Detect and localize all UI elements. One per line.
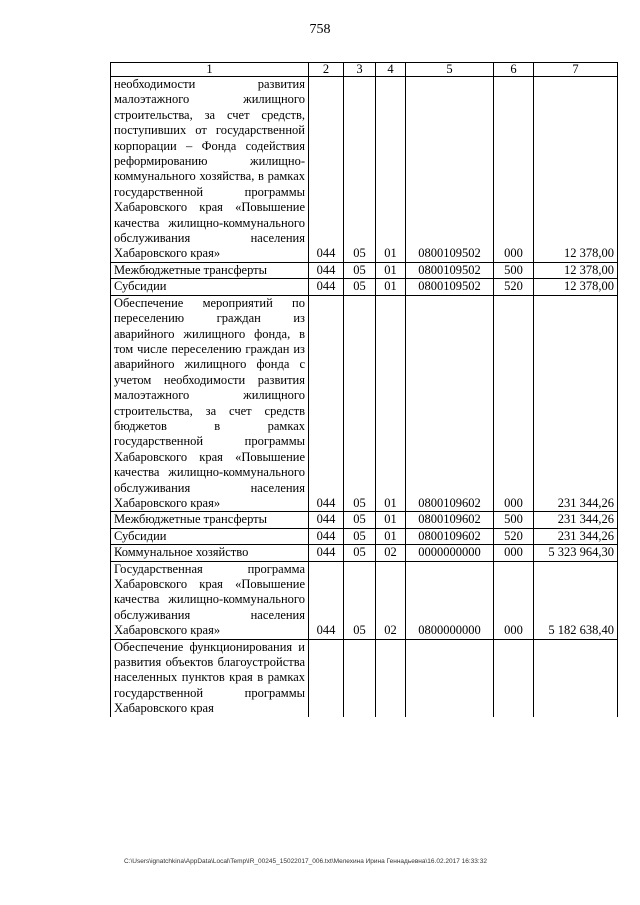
section-code: 05 bbox=[344, 279, 376, 295]
header-cell: 6 bbox=[494, 63, 534, 77]
row-description: Субсидии bbox=[111, 279, 309, 295]
row-description: Обеспечение мероприятий по переселению граждан из аварийного жилищного фонда, в том числе переселению граждан из аварийного жилищного фонда с учетом необходимости развития малоэтажного жилищного строительства, за счет средств бюджетов в рамках государственной программы Хабаровского края «Повышение качества жилищно-коммунального обслуживания населения Хабаровского края» bbox=[111, 295, 309, 512]
header-cell: 3 bbox=[344, 63, 376, 77]
target-article-code: 0800109602 bbox=[406, 528, 494, 544]
table-header-row bbox=[111, 63, 618, 77]
section-code: 05 bbox=[344, 545, 376, 561]
row-description: Обеспечение функционирования и развития объектов благоустройства населенных пунктов края в рамках государственной программы Хабаровского края bbox=[111, 639, 309, 717]
subsection-code: 02 bbox=[376, 561, 406, 639]
table-row bbox=[111, 528, 618, 544]
table-row bbox=[111, 262, 618, 278]
subsection-code: 01 bbox=[376, 279, 406, 295]
section-code: 05 bbox=[344, 77, 376, 263]
subsection-code: 01 bbox=[376, 512, 406, 528]
expense-type-code bbox=[494, 639, 534, 717]
ministry-code: 044 bbox=[309, 77, 344, 263]
page-number: 758 bbox=[309, 22, 331, 37]
header-cell: 4 bbox=[376, 63, 406, 77]
header-cell: 1 bbox=[111, 63, 309, 77]
ministry-code: 044 bbox=[309, 262, 344, 278]
table-row bbox=[111, 77, 618, 263]
subsection-code: 01 bbox=[376, 77, 406, 263]
subsection-code: 01 bbox=[376, 528, 406, 544]
row-description: необходимости развития малоэтажного жилищного строительства, за счет средств, поступивших от государственной корпорации – Фонда содействия реформированию жилищно-коммунального хозяйства, в рамках государственной программы Хабаровского края «Повышение качества жилищно-коммунального обслуживания населения Хабаровского края» bbox=[111, 77, 309, 263]
section-code: 05 bbox=[344, 528, 376, 544]
target-article-code: 0000000000 bbox=[406, 545, 494, 561]
amount: 5 323 964,30 bbox=[534, 545, 618, 561]
ministry-code: 044 bbox=[309, 295, 344, 512]
table-row bbox=[111, 561, 618, 639]
row-description: Коммунальное хозяйство bbox=[111, 545, 309, 561]
subsection-code bbox=[376, 639, 406, 717]
amount bbox=[534, 639, 618, 717]
row-description: Межбюджетные трансферты bbox=[111, 512, 309, 528]
target-article-code: 0800000000 bbox=[406, 561, 494, 639]
amount: 12 378,00 bbox=[534, 279, 618, 295]
expense-type-code: 000 bbox=[494, 545, 534, 561]
amount: 5 182 638,40 bbox=[534, 561, 618, 639]
ministry-code: 044 bbox=[309, 561, 344, 639]
file-path-footer: C:\Users\ignatchkina\AppData\Local\Temp\IR_00245_15022017_006.txt\Мелехина Ирина Геннадьевна\16.02.2017 16:33:32 bbox=[124, 858, 487, 865]
header-cell: 2 bbox=[309, 63, 344, 77]
ministry-code: 044 bbox=[309, 279, 344, 295]
target-article-code: 0800109602 bbox=[406, 295, 494, 512]
amount: 231 344,26 bbox=[534, 295, 618, 512]
subsection-code: 01 bbox=[376, 295, 406, 512]
expense-type-code: 500 bbox=[494, 512, 534, 528]
section-code: 05 bbox=[344, 512, 376, 528]
row-description: Межбюджетные трансферты bbox=[111, 262, 309, 278]
expense-type-code: 000 bbox=[494, 561, 534, 639]
ministry-code: 044 bbox=[309, 512, 344, 528]
header-cell: 7 bbox=[534, 63, 618, 77]
header-cell: 5 bbox=[406, 63, 494, 77]
target-article-code: 0800109602 bbox=[406, 512, 494, 528]
ministry-code: 044 bbox=[309, 545, 344, 561]
expense-type-code: 000 bbox=[494, 77, 534, 263]
amount: 12 378,00 bbox=[534, 77, 618, 263]
expense-type-code: 500 bbox=[494, 262, 534, 278]
target-article-code: 0800109502 bbox=[406, 77, 494, 263]
section-code: 05 bbox=[344, 262, 376, 278]
table-row bbox=[111, 639, 618, 717]
subsection-code: 02 bbox=[376, 545, 406, 561]
target-article-code bbox=[406, 639, 494, 717]
expense-type-code: 000 bbox=[494, 295, 534, 512]
target-article-code: 0800109502 bbox=[406, 279, 494, 295]
ministry-code bbox=[309, 639, 344, 717]
expense-type-code: 520 bbox=[494, 279, 534, 295]
table-row bbox=[111, 295, 618, 512]
amount: 231 344,26 bbox=[534, 528, 618, 544]
table-row bbox=[111, 545, 618, 561]
amount: 12 378,00 bbox=[534, 262, 618, 278]
expense-type-code: 520 bbox=[494, 528, 534, 544]
ministry-code: 044 bbox=[309, 528, 344, 544]
budget-table bbox=[110, 62, 618, 717]
amount: 231 344,26 bbox=[534, 512, 618, 528]
row-description: Государственная программа Хабаровского края «Повышение качества жилищно-коммунального обслуживания населения Хабаровского края» bbox=[111, 561, 309, 639]
table-row bbox=[111, 512, 618, 528]
section-code: 05 bbox=[344, 295, 376, 512]
section-code bbox=[344, 639, 376, 717]
target-article-code: 0800109502 bbox=[406, 262, 494, 278]
subsection-code: 01 bbox=[376, 262, 406, 278]
section-code: 05 bbox=[344, 561, 376, 639]
table-row bbox=[111, 279, 618, 295]
row-description: Субсидии bbox=[111, 528, 309, 544]
